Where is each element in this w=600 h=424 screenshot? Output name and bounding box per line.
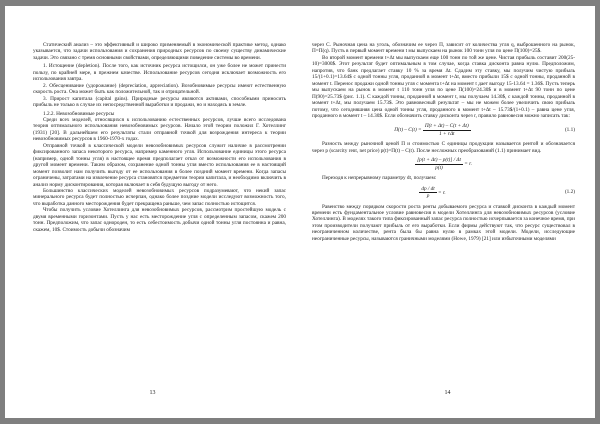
- formula-fraction: [415, 157, 463, 171]
- equation-number: (1.2): [564, 189, 575, 196]
- paragraph: Разность между рыночной ценой П и стоимостью C единицы продукции называется рентой и обозначается через p (scarcity rent, net price) p(t)=П(t) – C(t). После несложных преобразований (1.1) принимает вид.: [312, 141, 575, 154]
- paragraph: Чтобы получить условие Хотеллинга для невозобновимых ресурсов, рассмотрим простейшую модель с двумя временными горизонтами. Пусть у нас есть месторождение угля с определенным запасом, скажем 200 тонн. Предположим, что запас однороден, то есть себестоимость добычи одной тонны угля постоянна и равна, скажем, 10$. Стоимость добычи обозначим: [33, 207, 286, 233]
- formula-numerator: [p(t + Δt) – p(t)] / Δt: [417, 157, 461, 164]
- formula-body: [312, 186, 553, 200]
- formula-lhs: П(t) – C(t) =: [394, 127, 422, 134]
- paragraph: Среди всех моделей, относящихся к использованию естественных ресурсов, лучше всего исследована теория оптимального использования невозобновимых ресурсов. Начало этой теории положил Г. Хотеллинг (1931) [20]. В дальнейшем его результаты стали отправной точкой для возрождения интереса к теории невозобновимых ресурсов в 1960-1970-х годах.: [33, 116, 286, 143]
- paragraph: Равенство между порядком скорости роста ренты добываемого ресурса и ставкой дисконта в каждый момент времени есть фундаментальное условие равновесия в модели Хотеллинга для невозобновимых ресурсов (условие Хотеллинга). В моделях такого типа фиксированный запас ресурса полностью исчерпывается за конечное время, при этом производители получают прибыль от его выработки. Если фирмы действуют так, что ресурс существовал в неограниченном количестве, рента была бы равна нулю в рамках этой модели. Модели, исследующие неограниченные ресурсы, называются граничными моделями (Howe, 1979) [21] или избыточными моделями: [312, 203, 575, 242]
- paragraph: 2. Обесценивание (удорожание) (depreciation, appreciation). Возобновимые ресурсы имеют естественную скорость роста. Она может быть как положительной, так и отрицательной.: [33, 82, 286, 96]
- formula-numerator: П(t + Δt) – C(t + Δt): [424, 123, 469, 130]
- paragraph: Переходя к непрерывному параметру dt, получаем:: [322, 175, 437, 182]
- formula-denominator: p: [426, 193, 430, 200]
- page-number: 14: [444, 389, 451, 396]
- formula-denominator: p(t): [435, 164, 443, 171]
- formula-numerator: dp / dt: [421, 185, 435, 192]
- book-spread: [5, 6, 595, 418]
- paragraph: Во второй момент времени t+Δt мы выпускаем еще 100 тонн по той же цене. Чистая прибыль составит 200(25-10)=3000$. Этот результат будет оптимальным в том случае, когда ставка дисконта равна нулю. Предположим, напротив, что банк предлагает ставку 10 % за время Δt. Сдадим эту ставку, мы получим чистую прибыль 15/(1+0.1)=13.64$ с одной тонны угля, проданной в момент t+Δt, вместо прибыли 15$ с одной тонны, проданной в момент t. Перенос продажи одной тонны угля с момента t+Δt на момент t дает выгоду 15-13.64 = 1.36$. Пусть теперь мы выпускаем на рынок в момент t 110 тонн угля по цене П(100)=24.30$ и в момент t+Δt 90 тонн по цене П(90)=25.73$ (рис. 1.1). С каждой тонны, проданной в момент t, мы получаем 14.30$, с каждой тонны, проданной в момент t+Δt, мы получаем 15.73$. Это равновесный результат – мы не можем более увеличить свою прибыль потому, что сегодняшняя цена одной тонны угля, проданного в момент t+Δt – 15.73$/(1+0.1) – равна цене угля, проданного в момент t – 14.30$. Если обозначить ставку дисконта через r, правило равновесия можно записать так:: [312, 54, 575, 119]
- formula-body: [312, 123, 553, 137]
- formula-rhs: = r.: [464, 161, 472, 168]
- formula-denominator: 1 + rΔt: [439, 130, 455, 137]
- paragraph: 1. Истощение (depletion). После того, как источник ресурса истощился, он уже более не может принести пользу, по крайней мере, в прежнем качестве. Использование ресурсов сегодня исключает возможность его использования завтра.: [33, 63, 286, 83]
- formula-1-1: [312, 123, 575, 137]
- paragraph: Статический анализ – это эффективный и широко применяемый в экономической практике метод, однако указывается, что задачи использования и сохранения природных ресурсов по своему существу динамические задачи. Это связано с тремя основными свойствами, определяющими поведение системы во времени.: [33, 42, 286, 61]
- formula-rhs: = r.: [438, 189, 446, 196]
- right-page: [300, 6, 595, 418]
- paragraph: Отправной точкой в классической модели невозобновимых ресурсов служит наличие в рассмотрении фиксированного запаса некоторого ресурса, например каменного угля. Использование единицы этого ресурса (например, одной тонны угля) в настоящее время предполагает отказ от возможности его использования в другой момент времени. Таким образом, сохранение одной тонны угля вместо использования ее в настоящий момент позволит нам получить выгоду от ее использования в более поздний момент времени. Когда запасы ограничены, затратами на извлечение ресурса становятся предметом теории капитала, и необходимо включить в анализ норму дисконтирования, которая включает в себя будущую выгоду от него.: [33, 142, 286, 188]
- formula-fraction: [423, 123, 471, 137]
- formula-fraction: [419, 186, 436, 200]
- equation-number: (1.1): [564, 127, 575, 134]
- section-heading: 1.2.2. Невозобновимые ресурсы: [43, 110, 115, 117]
- left-page: [5, 6, 300, 418]
- paragraph: 3. Прирост капитала (capital gains). Природные ресурсы являются активами, способными приносить прибыль не только в случае их непосредственной выработки и продажи, но и находясь в земле.: [33, 95, 286, 109]
- page-number: 13: [149, 389, 156, 396]
- paragraph: через C. Рыночная цена на уголь, обозначим ее через П, зависит от количества угля q, выброшенного на рынок, П=П(q). Пусть в первый момент времени t мы выпускаем на рынок 100 тонн угля по цене П(100)=25$.: [312, 42, 575, 55]
- paragraph: Большинство классических моделей невозобновимых ресурсов подразумевают, что некий запас минерального ресурса будет полностью исчерпан, однако более поздние модели исследуют возможность того, что выработка данного месторождения будет прекращена раньше, чем запас полностью истощится.: [33, 187, 286, 207]
- formula-1-2: [312, 186, 575, 200]
- formula-transformed: [312, 157, 575, 171]
